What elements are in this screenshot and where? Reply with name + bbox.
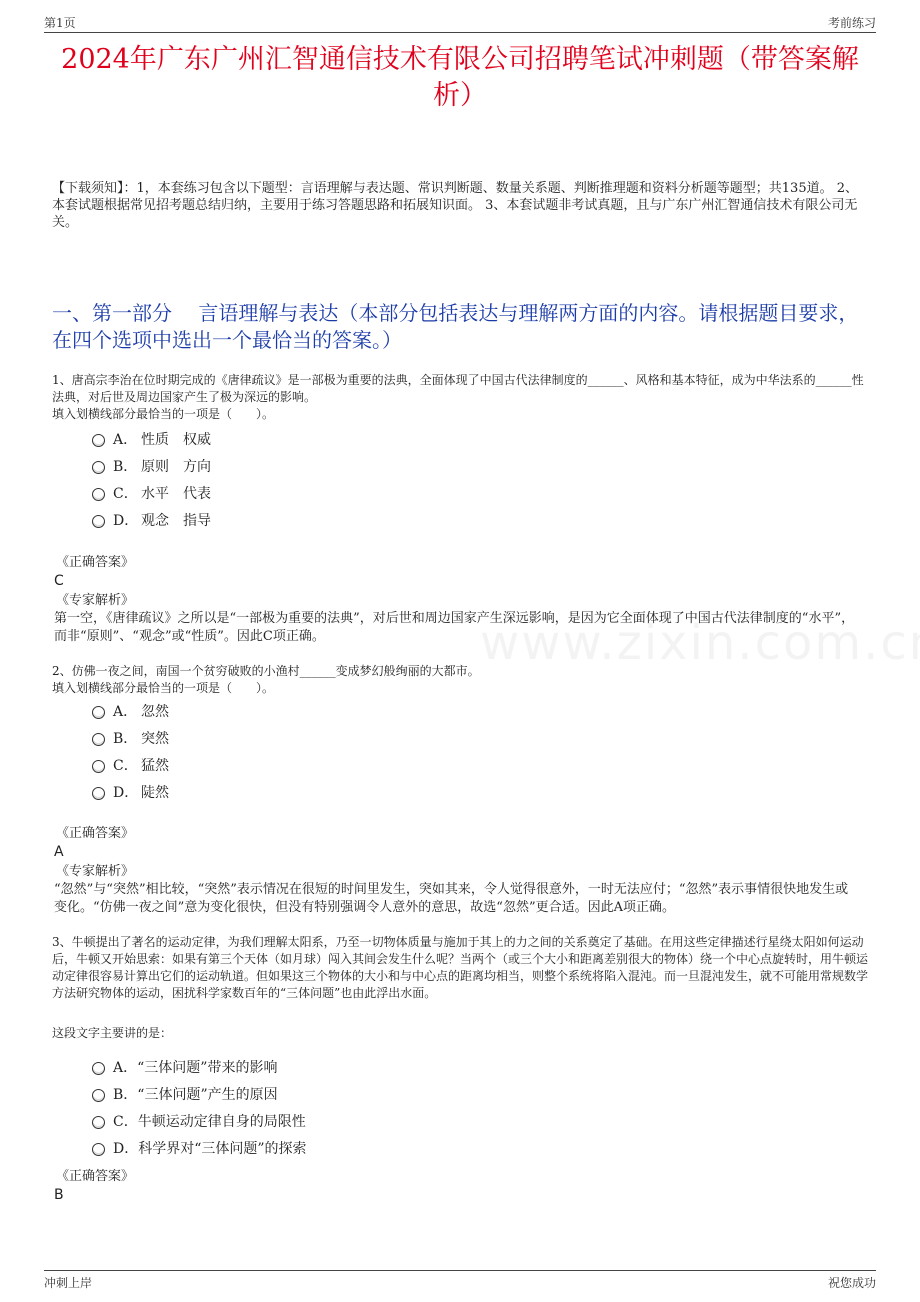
question-3-option-c[interactable] xyxy=(92,1112,306,1132)
option-text: 猛然 xyxy=(141,758,169,774)
option-letter: B． xyxy=(113,459,138,475)
question-1-stem xyxy=(52,372,870,423)
option-letter: A． xyxy=(113,704,138,720)
radio-icon[interactable] xyxy=(92,787,105,800)
radio-icon[interactable] xyxy=(92,1062,105,1075)
option-letter: C． xyxy=(113,758,138,774)
option-text: 科学界对“三体问题”的探索 xyxy=(138,1141,307,1157)
option-text: 忽然 xyxy=(141,704,169,720)
question-2-stem xyxy=(52,663,870,697)
option-text: 观念 指导 xyxy=(141,513,211,529)
radio-icon[interactable] xyxy=(92,461,105,474)
option-letter: C． xyxy=(113,1114,138,1130)
option-letter: D． xyxy=(113,1141,139,1157)
question-1-analysis: 第一空，《唐律疏议》之所以是“一部极为重要的法典”，对后世和周边国家产生深远影响，是因为它全面体现了中国古代法律制度的“水平”，而非“原则”、“观念”或“性质”。因此C项正确。 xyxy=(54,611,855,644)
answer-label: 《正确答案》 xyxy=(56,1169,135,1184)
question-text: 3、牛顿提出了著名的运动定律，为我们理解太阳系，乃至一切物体质量与施加于其上的力之间的关系奠定了基础。在用这些定律描述行星绕太阳如何运动后，牛顿又开始思索：如果有第三个天体（如月球）闯入其间会发生什么呢？当两个（或三个大小和距离差别很大的物体）绕一个中心点旋转时，用牛顿运动定律很容易计算出它们的运动轨道。但如果这三个物体的大小和与中心点的距离均相当，则整个系统将陷入混沌。而一旦混沌发生，就不可能用常规数学方法研究物体的运动，困扰科学家数百年的“三体问题”也由此浮出水面。 xyxy=(52,935,869,1000)
option-letter: D． xyxy=(113,785,139,801)
page-header xyxy=(44,12,876,33)
footer-left: 冲刺上岸 xyxy=(44,1276,93,1290)
radio-icon[interactable] xyxy=(92,434,105,447)
question-1-option-c[interactable] xyxy=(92,484,211,504)
option-text: 水平 代表 xyxy=(141,486,211,502)
download-notice: 【下载须知】：1，本套练习包含以下题型：言语理解与表达题、常识判断题、数量关系题、判断推理题和资料分析题等题型；共135道。 2、本套试题根据常见招考题总结归纳，主要用于练习答题思路和拓展知识面。 3、本套试题非考试真题，且与广东广州汇智通信技术有限公司无关。 xyxy=(52,181,858,230)
question-1-option-a[interactable] xyxy=(92,430,211,450)
option-letter: C． xyxy=(113,486,138,502)
question-text: 2、仿佛一夜之间，南国一个贫穷破败的小渔村______变成梦幻般绚丽的大都市。 xyxy=(52,664,480,678)
option-text: 牛顿运动定律自身的局限性 xyxy=(137,1114,306,1130)
option-text: 性质 权威 xyxy=(141,432,211,448)
page-number: 第1页 xyxy=(44,16,76,30)
radio-icon[interactable] xyxy=(92,733,105,746)
question-3-stem xyxy=(52,934,870,1002)
option-letter: B． xyxy=(113,731,138,747)
question-2-option-b[interactable] xyxy=(92,729,169,749)
footer-right: 祝您成功 xyxy=(827,1276,876,1290)
question-prompt: 填入划横线部分最恰当的一项是（ ）。 xyxy=(52,681,275,695)
answer-label: 《正确答案》 xyxy=(56,826,135,841)
analysis-label: 《专家解析》 xyxy=(56,864,135,879)
section-title: 一、第一部分 言语理解与表达（本部分包括表达与理解两方面的内容。请根据题目要求，在四个选项中选出一个最恰当的答案。） xyxy=(52,301,859,352)
question-3-option-b[interactable] xyxy=(92,1085,278,1105)
option-text: “三体问题”带来的影响 xyxy=(137,1060,278,1076)
question-2-option-d[interactable] xyxy=(92,783,169,803)
question-1-answer: C xyxy=(54,573,64,589)
option-text: “三体问题”产生的原因 xyxy=(137,1087,278,1103)
question-3-prompt: 这段文字主要讲的是： xyxy=(52,1026,173,1040)
radio-icon[interactable] xyxy=(92,488,105,501)
question-3-answer: B xyxy=(54,1187,64,1203)
option-letter: A． xyxy=(113,1060,138,1076)
radio-icon[interactable] xyxy=(92,1143,105,1156)
document-title: 2024年广东广州汇智通信技术有限公司招聘笔试冲刺题（带答案解析） xyxy=(61,44,859,111)
answer-label: 《正确答案》 xyxy=(56,555,135,570)
page-footer xyxy=(44,1270,876,1293)
question-3-option-d[interactable] xyxy=(92,1139,307,1159)
option-text: 陡然 xyxy=(141,785,169,801)
question-text: 1、唐高宗李治在位时期完成的《唐律疏议》是一部极为重要的法典，全面体现了中国古代法律制度的______、风格和基本特征，成为中华法系的______性法典，对后世及周边国家产生了极为深远的影响。 xyxy=(52,373,864,404)
radio-icon[interactable] xyxy=(92,1116,105,1129)
question-2-option-a[interactable] xyxy=(92,702,169,722)
question-3-option-a[interactable] xyxy=(92,1058,277,1078)
option-text: 原则 方向 xyxy=(141,459,211,475)
radio-icon[interactable] xyxy=(92,1089,105,1102)
option-letter: B． xyxy=(113,1087,138,1103)
radio-icon[interactable] xyxy=(92,760,105,773)
question-prompt: 填入划横线部分最恰当的一项是（ ）。 xyxy=(52,407,275,421)
radio-icon[interactable] xyxy=(92,706,105,719)
question-2-analysis: “忽然”与“突然”相比较，“突然”表示情况在很短的时间里发生，突如其来，令人觉得很意外，一时无法应付；“忽然”表示事情很快地发生或变化。“仿佛一夜之间”意为变化很快，但没有特别强调令人意外的意思，故选“忽然”更合适。因此A项正确。 xyxy=(54,882,849,915)
header-label: 考前练习 xyxy=(827,16,876,30)
question-2-option-c[interactable] xyxy=(92,756,169,776)
question-2-answer: A xyxy=(54,844,64,860)
question-1-option-d[interactable] xyxy=(92,511,211,531)
analysis-label: 《专家解析》 xyxy=(56,593,135,608)
option-letter: A． xyxy=(113,432,138,448)
option-letter: D． xyxy=(113,513,139,529)
question-1-option-b[interactable] xyxy=(92,457,211,477)
radio-icon[interactable] xyxy=(92,515,105,528)
option-text: 突然 xyxy=(141,731,169,747)
